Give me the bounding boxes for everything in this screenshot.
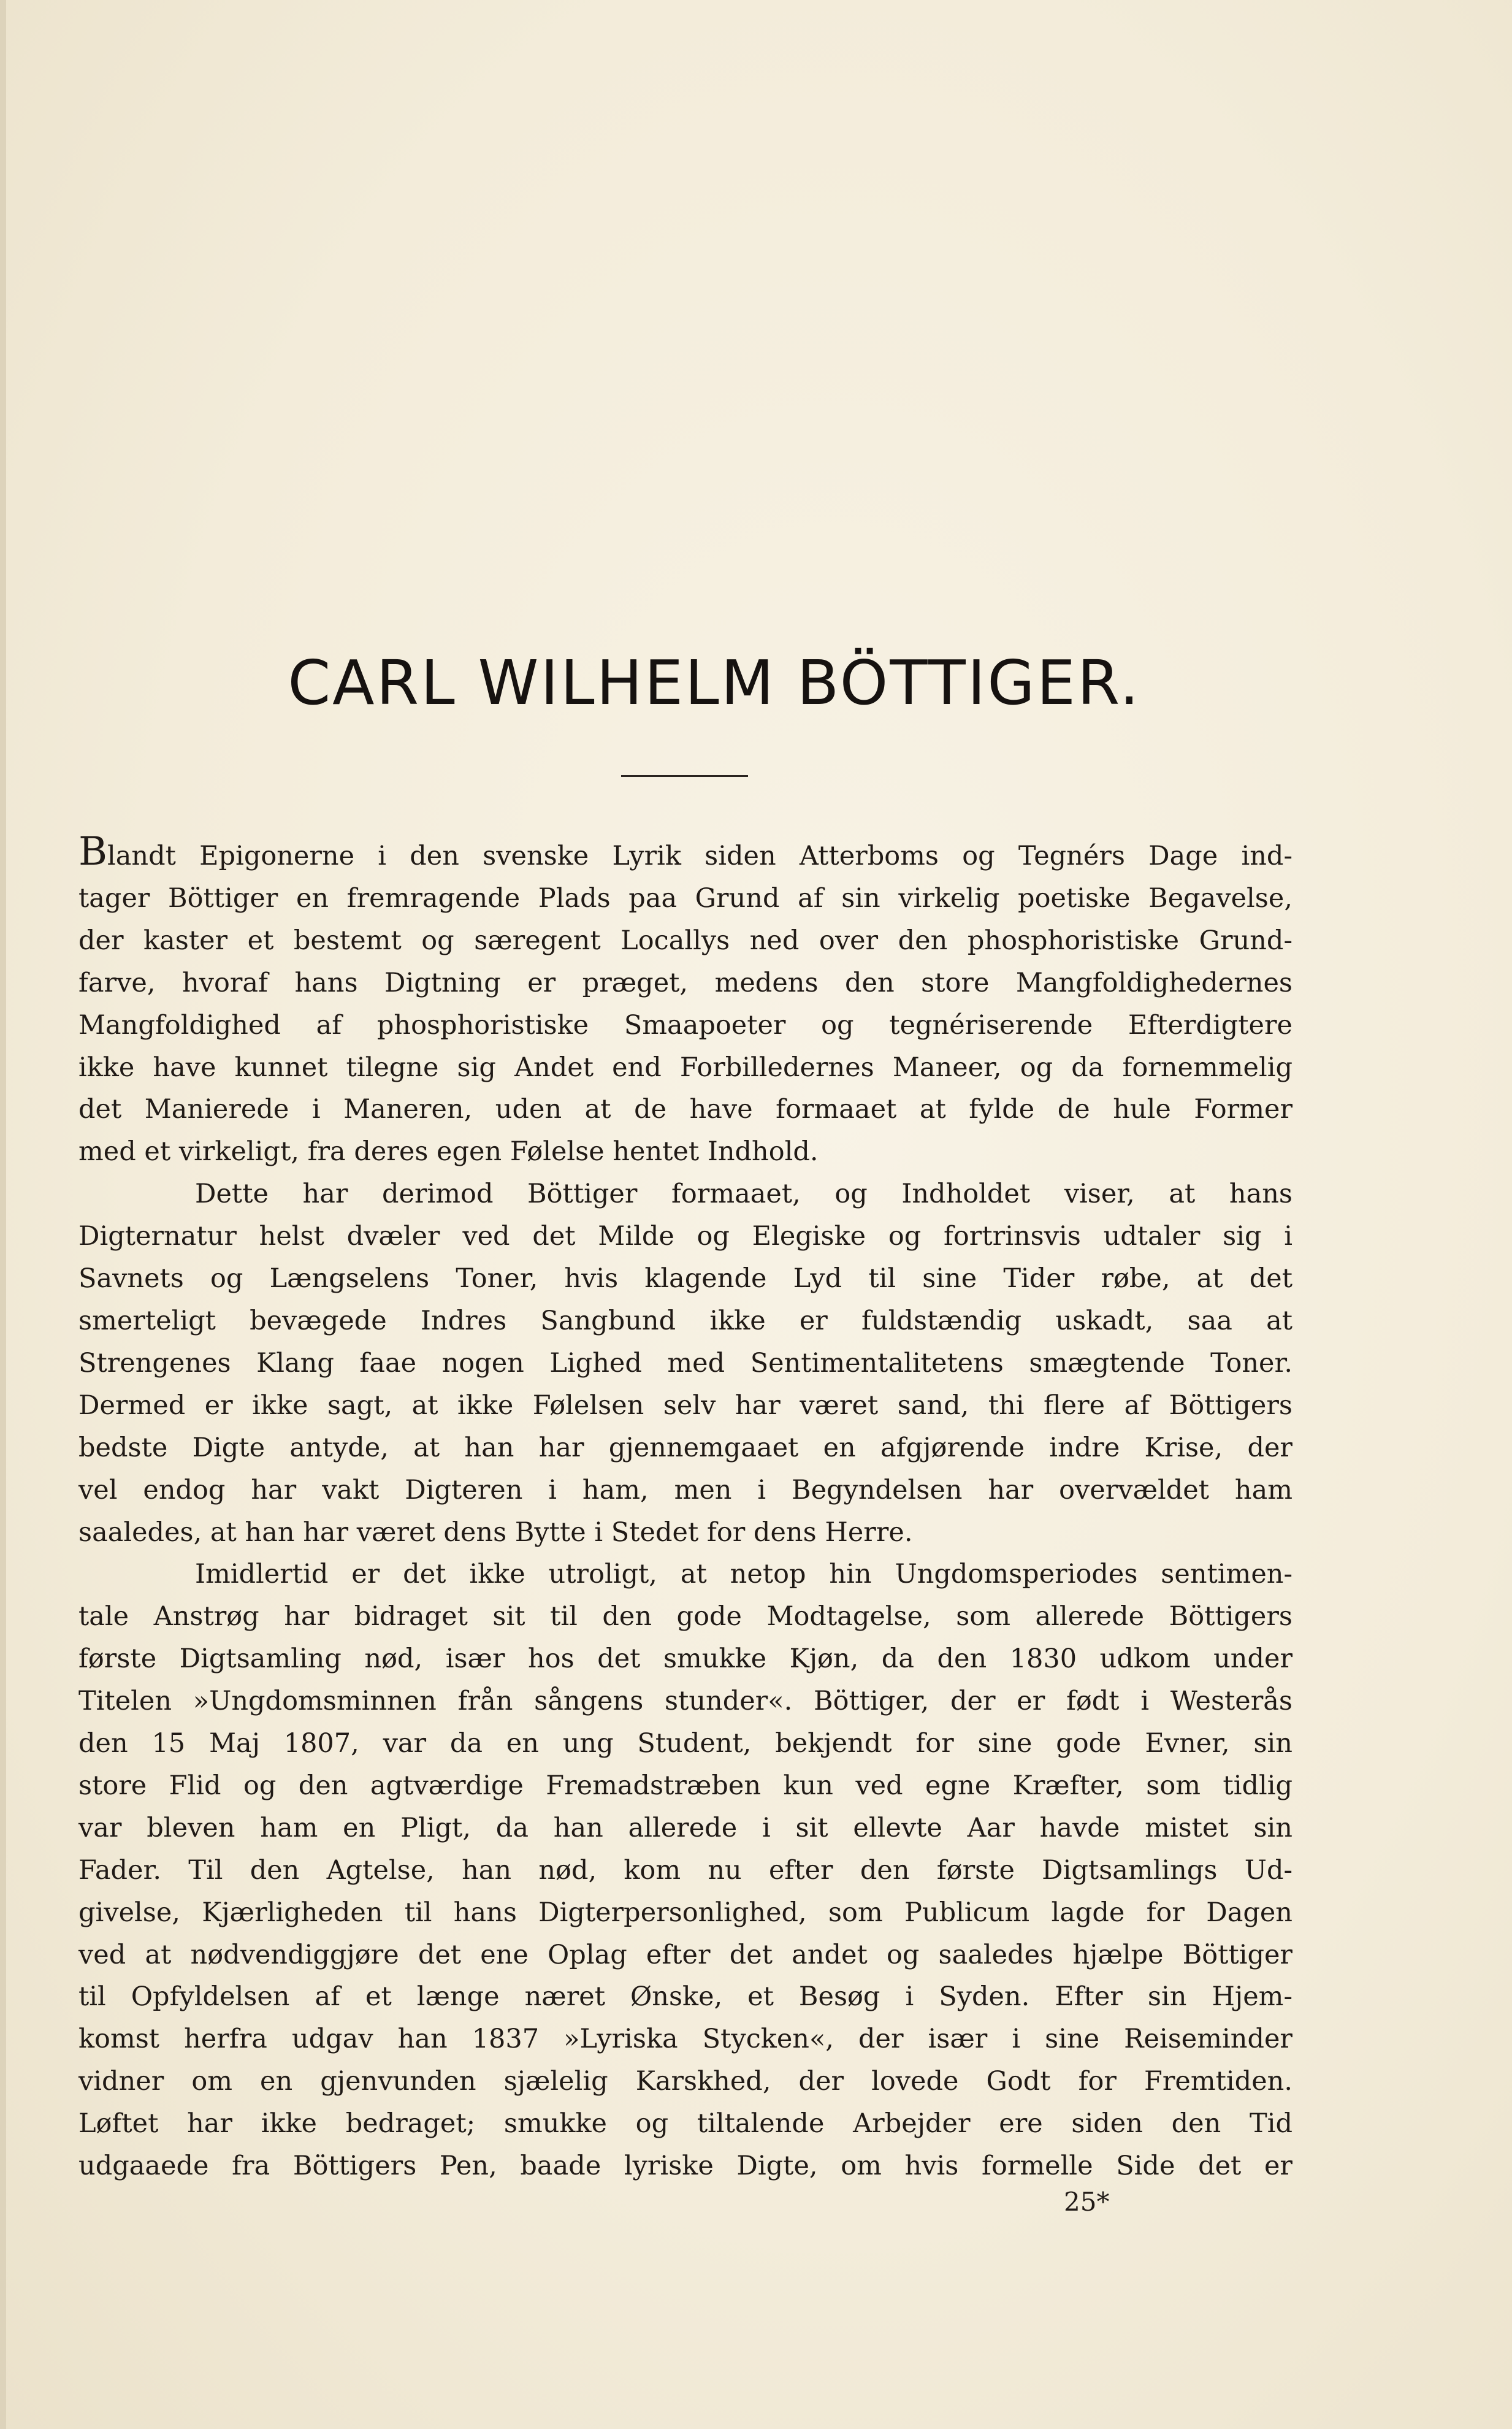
text-line: vel endog har vakt Digteren i ham, men i Begyndelsen har overvældet ham <box>78 1474 1292 1505</box>
text-line: tale Anstrøg har bidraget sit til den gode Modtagelse, som allerede Böttigers <box>78 1601 1292 1632</box>
paragraph-2 <box>78 1173 1292 1553</box>
text-line: Titelen »Ungdomsminnen från sångens stunder«. Böttiger, der er født i Westerås <box>78 1686 1292 1717</box>
text-line: saaledes, at han har været dens Bytte i Stedet for dens Herre. <box>78 1517 913 1548</box>
text-line: vidner om en gjenvunden sjælelig Karskhed, der lovede Godt for Fremtiden. <box>78 2066 1292 2097</box>
title-rule <box>621 775 748 777</box>
paragraph-3 <box>78 1553 1292 2187</box>
text-line: med et virkeligt, fra deres egen Følelse hentet Indhold. <box>78 1136 819 1168</box>
text-line: ikke have kunnet tilegne sig Andet end Forbilledernes Maneer, og da fornemmelig <box>78 1052 1292 1083</box>
text-line: det Manierede i Maneren, uden at de have formaaet at fylde de hule Former <box>78 1094 1292 1125</box>
text-line: Løftet har ikke bedraget; smukke og tiltalende Arbejder ere siden den Tid <box>78 2108 1292 2140</box>
text-line: givelse, Kjærligheden til hans Digterpersonlighed, som Publicum lagde for Dagen <box>78 1897 1292 1928</box>
text-line: smerteligt bevægede Indres Sangbund ikke er fuldstændig uskadt, saa at <box>78 1305 1292 1336</box>
body-text <box>78 829 1292 2187</box>
text-line: tager Böttiger en fremragende Plads paa Grund af sin virkelig poetiske Begavelse, <box>78 882 1292 914</box>
text-line: Savnets og Længselens Toner, hvis klagende Lyd til sine Tider røbe, at det <box>78 1263 1292 1295</box>
text-line: Digternatur helst dvæler ved det Milde og Elegiske og fortrinsvis udtaler sig i <box>78 1221 1292 1252</box>
drop-cap: B <box>78 829 108 874</box>
text-line: Dette har derimod Böttiger formaaet, og Indholdet viser, at hans <box>195 1179 1292 1210</box>
page-title: CARL WILHELM BÖTTIGER. <box>288 647 1141 719</box>
text-line: første Digtsamling nød, især hos det smukke Kjøn, da den 1830 udkom under <box>78 1643 1292 1675</box>
text-line: var bleven ham en Pligt, da han allerede i sit ellevte Aar havde mistet sin <box>78 1812 1292 1843</box>
text-line: der kaster et bestemt og særegent Locallys ned over den phosphoristiske Grund- <box>78 925 1292 956</box>
text-line: udgaaede fra Böttigers Pen, baade lyriske Digte, om hvis formelle Side det er <box>78 2151 1292 2182</box>
text-line: bedste Digte antyde, at han har gjennemgaaet en afgjørende indre Krise, der <box>78 1432 1292 1463</box>
text-line: Mangfoldighed af phosphoristiske Smaapoeter og tegnériserende Efterdigtere <box>78 1009 1292 1041</box>
text-line: Dermed er ikke sagt, at ikke Følelsen selv har været sand, thi flere af Böttigers <box>78 1390 1292 1421</box>
text-line: ved at nødvendiggjøre det ene Oplag efter det andet og saaledes hjælpe Böttiger <box>78 1939 1292 1970</box>
text-line: store Flid og den agtværdige Fremadstræben kun ved egne Kræfter, som tidlig <box>78 1770 1292 1801</box>
text-line: til Opfyldelsen af et længe næret Ønske, et Besøg i Syden. Efter sin Hjem- <box>78 1981 1292 2013</box>
text-line: Imidlertid er det ikke utroligt, at netop hin Ungdomsperiodes sentimen- <box>195 1559 1292 1590</box>
paragraph-1 <box>78 829 1292 1173</box>
text-line: Strengenes Klang faae nogen Lighed med Sentimentalitetens smægtende Toner. <box>78 1347 1292 1379</box>
text-line: Fader. Til den Agtelse, han nød, kom nu efter den første Digtsamlings Ud- <box>78 1854 1292 1886</box>
text-line: komst herfra udgav han 1837 »Lyriska Stycken«, der især i sine Reiseminder <box>78 2024 1292 2055</box>
signature-mark: 25* <box>1064 2187 1110 2217</box>
text-line: Blandt Epigonerne i den svenske Lyrik siden Atterboms og Tegnérs Dage ind- <box>78 829 1292 874</box>
text-line: den 15 Maj 1807, var da en ung Student, bekjendt for sine gode Evner, sin <box>78 1728 1292 1759</box>
text-line: farve, hvoraf hans Digtning er præget, medens den store Mangfoldighedernes <box>78 967 1292 998</box>
